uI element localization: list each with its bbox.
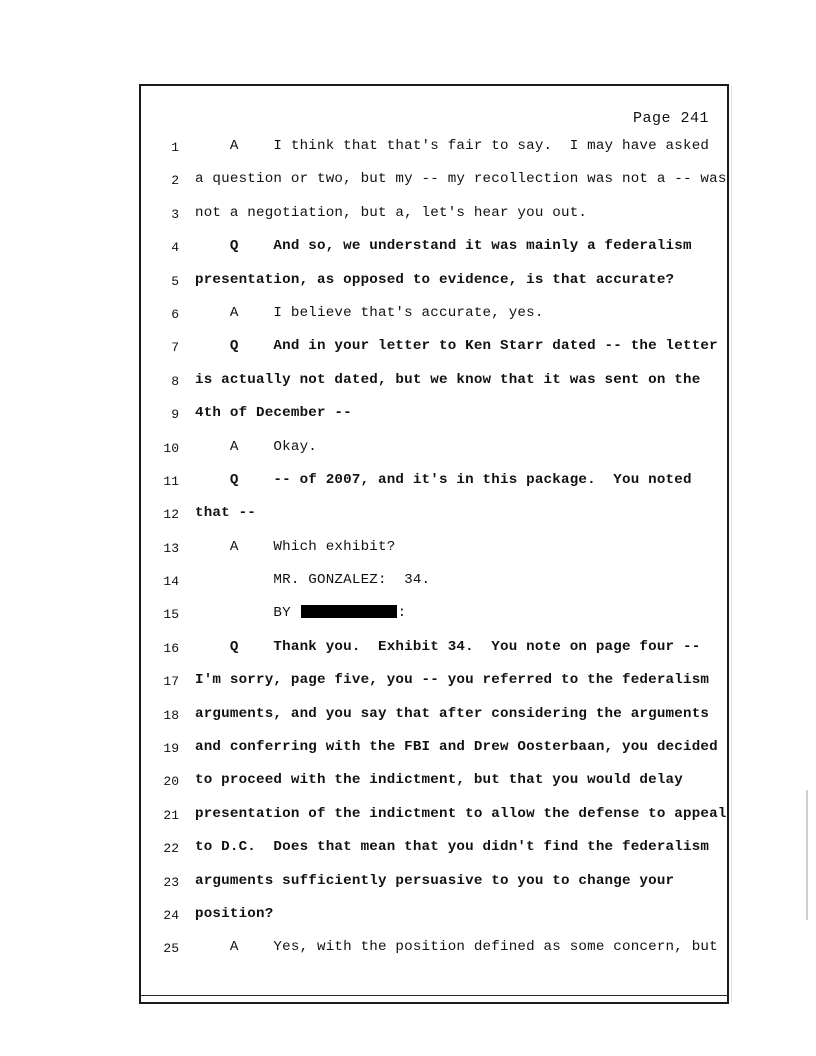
line-number: 10 xyxy=(163,440,179,456)
transcript-line xyxy=(141,672,727,705)
line-number: 25 xyxy=(163,941,179,957)
line-number: 3 xyxy=(171,206,179,222)
line-number: 22 xyxy=(163,841,179,857)
page-number-label: Page 241 xyxy=(632,110,709,127)
line-number: 8 xyxy=(171,373,179,389)
line-number: 19 xyxy=(163,741,179,757)
sheet-bottom-rule xyxy=(141,995,729,996)
line-text-prefix: BY xyxy=(195,605,300,622)
line-number: 14 xyxy=(163,574,179,590)
line-text: A I think that that's fair to say. I may have asked xyxy=(195,138,710,154)
transcript-line xyxy=(141,639,727,672)
line-text: presentation, as opposed to evidence, is that accurate? xyxy=(195,271,675,288)
line-text xyxy=(195,605,723,621)
transcript-line xyxy=(141,839,727,872)
line-number: 1 xyxy=(171,140,179,155)
line-text: Q And so, we understand it was mainly a federalism xyxy=(195,238,692,255)
line-number: 9 xyxy=(171,407,179,423)
transcript-line xyxy=(141,372,727,405)
line-number: 16 xyxy=(163,640,179,656)
transcript-line xyxy=(141,939,727,972)
transcript-lines xyxy=(141,138,727,973)
redaction-bar xyxy=(301,605,397,618)
transcript-line xyxy=(141,605,727,638)
transcript-line xyxy=(141,138,727,171)
line-text: Q And in your letter to Ken Starr dated -- the letter xyxy=(195,338,718,355)
line-number: 12 xyxy=(163,507,179,523)
transcript-line xyxy=(141,739,727,772)
line-number: 24 xyxy=(163,907,179,923)
transcript-line xyxy=(141,906,727,939)
line-text: A I believe that's accurate, yes. xyxy=(195,304,544,321)
transcript-line xyxy=(141,873,727,906)
transcript-line xyxy=(141,238,727,271)
line-number: 20 xyxy=(163,774,179,790)
transcript-line xyxy=(141,472,727,505)
line-text: to D.C. Does that mean that you didn't find the federalism xyxy=(195,839,710,856)
line-text: A Yes, with the position defined as some concern, but xyxy=(195,939,718,956)
line-number: 11 xyxy=(163,473,179,489)
line-number: 21 xyxy=(163,807,179,823)
line-text: Q Thank you. Exhibit 34. You note on page four -- xyxy=(195,638,701,655)
line-text: Q -- of 2007, and it's in this package. You noted xyxy=(195,471,692,488)
transcript-line xyxy=(141,539,727,572)
transcript-line xyxy=(141,572,727,605)
transcript-line xyxy=(141,806,727,839)
transcript-line xyxy=(141,706,727,739)
transcript-line xyxy=(141,205,727,238)
line-text: presentation of the indictment to allow the defense to appeal xyxy=(195,805,727,822)
transcript-line xyxy=(141,405,727,438)
transcript-line xyxy=(141,439,727,472)
line-number: 18 xyxy=(163,707,179,723)
transcript-line xyxy=(141,171,727,204)
transcript-line xyxy=(141,772,727,805)
line-number: 6 xyxy=(171,306,179,322)
line-text: arguments sufficiently persuasive to you to change your xyxy=(195,872,675,889)
line-text: to proceed with the indictment, but that you would delay xyxy=(195,772,683,789)
line-number: 13 xyxy=(163,540,179,556)
line-text-suffix: : xyxy=(397,605,407,622)
transcript-line xyxy=(141,272,727,305)
scan-artifact-right xyxy=(731,86,732,1002)
line-number: 23 xyxy=(163,874,179,890)
transcript-sheet xyxy=(139,84,729,1004)
line-text: A Okay. xyxy=(195,438,317,455)
line-text: 4th of December -- xyxy=(195,405,352,422)
line-number: 15 xyxy=(163,607,179,623)
line-number: 4 xyxy=(171,240,179,256)
line-text: position? xyxy=(195,905,274,922)
line-number: 17 xyxy=(163,674,179,690)
line-text: MR. GONZALEZ: 34. xyxy=(195,572,431,589)
line-text: I'm sorry, page five, you -- you referred to the federalism xyxy=(195,672,710,689)
line-number: 7 xyxy=(171,340,179,356)
line-number: 5 xyxy=(171,273,179,289)
line-text: that -- xyxy=(195,505,256,522)
line-text: is actually not dated, but we know that it was sent on the xyxy=(195,371,701,388)
scan-artifact-edge xyxy=(806,790,808,920)
line-text: and conferring with the FBI and Drew Oosterbaan, you decided xyxy=(195,739,718,756)
transcript-line xyxy=(141,338,727,371)
line-text: not a negotiation, but a, let's hear you out. xyxy=(195,204,588,221)
transcript-line xyxy=(141,505,727,538)
line-text: A Which exhibit? xyxy=(195,538,396,555)
transcript-line xyxy=(141,305,727,338)
line-number: 2 xyxy=(171,173,179,189)
line-text: arguments, and you say that after considering the arguments xyxy=(195,705,710,722)
line-text: a question or two, but my -- my recollection was not a -- was xyxy=(195,171,727,188)
